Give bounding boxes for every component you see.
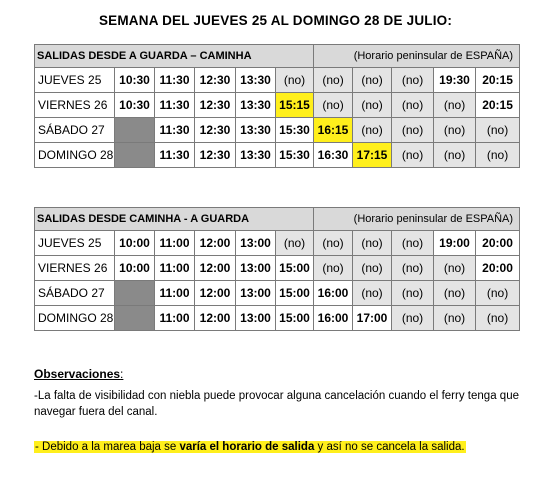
time-cell: 15:00 (276, 256, 314, 281)
time-cell: 13:30 (236, 118, 276, 143)
time-cell: 11:30 (155, 143, 195, 168)
no-service-cell: (no) (434, 281, 476, 306)
time-cell: 13:00 (236, 306, 276, 331)
time-cell: 11:00 (155, 256, 195, 281)
page-title: SEMANA DEL JUEVES 25 AL DOMINGO 28 DE JULIO: (98, 13, 453, 28)
tide-note-emphasis: varía el horario de salida (179, 441, 315, 453)
time-cell: 15:30 (276, 118, 314, 143)
table-title: SALIDAS DESDE A GUARDA – CAMINHA (35, 45, 314, 68)
no-service-cell: (no) (392, 118, 434, 143)
time-cell: 13:30 (236, 143, 276, 168)
table-row (35, 93, 520, 118)
day-label: VIERNES 26 (35, 256, 115, 281)
no-service-cell: (no) (353, 256, 392, 281)
table-row (35, 306, 520, 331)
time-cell: 20:15 (476, 68, 520, 93)
no-service-cell: (no) (314, 231, 353, 256)
no-service-cell: (no) (392, 93, 434, 118)
table-row (35, 68, 520, 93)
time-cell: 15:00 (276, 306, 314, 331)
tide-note-prefix: - Debido a la marea baja se (35, 441, 180, 453)
time-cell: 12:30 (195, 118, 236, 143)
time-cell: 11:30 (155, 68, 195, 93)
no-service-cell: (no) (434, 143, 476, 168)
no-service-cell: (no) (476, 143, 520, 168)
day-label: JUEVES 25 (35, 231, 115, 256)
time-cell: 16:00 (314, 281, 353, 306)
time-cell: 12:00 (195, 231, 236, 256)
no-service-cell: (no) (314, 68, 353, 93)
day-label: VIERNES 26 (35, 93, 115, 118)
tide-adjusted-time-cell: 15:15 (276, 93, 314, 118)
day-label: JUEVES 25 (35, 68, 115, 93)
no-service-cell: (no) (353, 68, 392, 93)
time-cell: 15:30 (276, 143, 314, 168)
table-row (35, 118, 520, 143)
no-service-cell: (no) (392, 281, 434, 306)
time-cell: 16:30 (314, 143, 353, 168)
no-service-cell: (no) (434, 118, 476, 143)
tide-note (34, 441, 466, 453)
table-title: SALIDAS DESDE CAMINHA - A GUARDA (35, 208, 314, 231)
table-row (35, 143, 520, 168)
observations-heading (34, 367, 123, 381)
no-service-cell: (no) (392, 143, 434, 168)
time-cell: 11:30 (155, 118, 195, 143)
no-service-cell: (no) (276, 68, 314, 93)
no-service-cell: (no) (353, 281, 392, 306)
time-cell: 11:00 (155, 231, 195, 256)
table-row (35, 231, 520, 256)
time-cell: 19:30 (434, 68, 476, 93)
time-cell: 10:30 (115, 93, 155, 118)
no-service-cell: (no) (353, 93, 392, 118)
unavailable-cell (115, 306, 155, 331)
no-service-cell: (no) (476, 281, 520, 306)
no-service-cell: (no) (314, 93, 353, 118)
day-label: DOMINGO 28 (35, 143, 115, 168)
time-cell: 12:30 (195, 68, 236, 93)
unavailable-cell (115, 118, 155, 143)
time-cell: 12:30 (195, 93, 236, 118)
no-service-cell: (no) (276, 231, 314, 256)
no-service-cell: (no) (434, 306, 476, 331)
table-a-guarda-caminha (34, 44, 520, 168)
table-row (35, 281, 520, 306)
no-service-cell: (no) (476, 306, 520, 331)
table-header (35, 45, 520, 68)
time-cell: 13:30 (236, 93, 276, 118)
no-service-cell: (no) (392, 68, 434, 93)
time-cell: 20:00 (476, 256, 520, 281)
timezone-note: (Horario peninsular de ESPAÑA) (314, 45, 520, 68)
time-cell: 15:00 (276, 281, 314, 306)
no-service-cell: (no) (353, 231, 392, 256)
time-cell: 20:15 (476, 93, 520, 118)
unavailable-cell (115, 281, 155, 306)
day-label: SÁBADO 27 (35, 118, 115, 143)
time-cell: 13:00 (236, 281, 276, 306)
day-label: DOMINGO 28 (35, 306, 115, 331)
time-cell: 11:00 (155, 281, 195, 306)
time-cell: 11:00 (155, 306, 195, 331)
no-service-cell: (no) (434, 256, 476, 281)
timezone-note: (Horario peninsular de ESPAÑA) (314, 208, 520, 231)
no-service-cell: (no) (392, 256, 434, 281)
time-cell: 12:00 (195, 256, 236, 281)
time-cell: 17:00 (353, 306, 392, 331)
time-cell: 12:00 (195, 281, 236, 306)
time-cell: 19:00 (434, 231, 476, 256)
fog-warning-text: -La falta de visibilidad con niebla puede provocar alguna cancelación cuando el ferry tenga que navegar fuera del canal. (34, 390, 519, 418)
table-caminha-a-guarda (34, 207, 520, 331)
time-cell: 13:30 (236, 68, 276, 93)
no-service-cell: (no) (392, 231, 434, 256)
no-service-cell: (no) (434, 93, 476, 118)
time-cell: 10:30 (115, 68, 155, 93)
time-cell: 10:00 (115, 256, 155, 281)
no-service-cell: (no) (314, 256, 353, 281)
time-cell: 12:00 (195, 306, 236, 331)
time-cell: 20:00 (476, 231, 520, 256)
unavailable-cell (115, 143, 155, 168)
no-service-cell: (no) (392, 306, 434, 331)
no-service-cell: (no) (353, 118, 392, 143)
time-cell: 16:00 (314, 306, 353, 331)
observations-title: Observaciones (34, 367, 121, 381)
table-header (35, 208, 520, 231)
time-cell: 13:00 (236, 231, 276, 256)
time-cell: 10:00 (115, 231, 155, 256)
observations-colon: : (120, 367, 124, 381)
no-service-cell: (no) (476, 118, 520, 143)
day-label: SÁBADO 27 (35, 281, 115, 306)
tide-adjusted-time-cell: 16:15 (314, 118, 353, 143)
tide-note-suffix: y así no se cancela la salida. (314, 441, 465, 453)
time-cell: 13:00 (236, 256, 276, 281)
tide-adjusted-time-cell: 17:15 (353, 143, 392, 168)
table-row (35, 256, 520, 281)
time-cell: 11:30 (155, 93, 195, 118)
time-cell: 12:30 (195, 143, 236, 168)
